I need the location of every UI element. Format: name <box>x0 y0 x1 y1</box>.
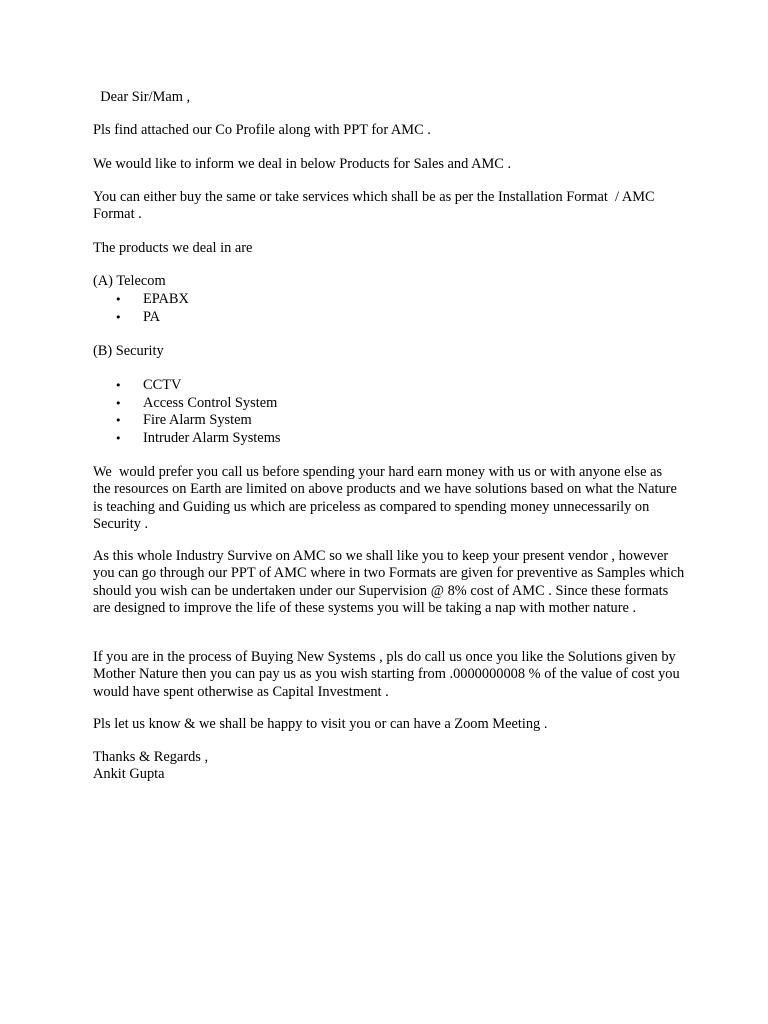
bullet-icon: • <box>115 379 122 392</box>
list-item-label: Fire Alarm System <box>143 412 252 428</box>
list-item <box>93 377 281 395</box>
paragraph-attachment: Pls find attached our Co Profile along with PPT for AMC . <box>93 122 431 138</box>
list-item-label: Access Control System <box>143 394 278 411</box>
list-item <box>93 395 281 413</box>
bullet-icon: • <box>115 414 122 427</box>
list-item-label: PA <box>143 308 161 325</box>
paragraph-amc-vendor: As this whole Industry Survive on AMC so we shall like you to keep your present vendor , however you can go through our PPT of AMC where in two Formats are given for preventive as Samples which should you wish can be undertaken under our Supervision @ 8% cost of AMC . Since these formats are designed to improve the life of these systems you will be taking a nap with mother nature . <box>93 548 688 616</box>
list-item-label: CCTV <box>143 377 182 393</box>
paragraph-call-before-spending: We would prefer you call us before spending your hard earn money with us or with anyone else as the resources on Earth are limited on above products and we have solutions based on what the Nature is teaching and Guiding us which are priceless as compared to spending money unnecessarily on Security . <box>93 464 681 532</box>
list-item <box>93 291 189 309</box>
list-item-label: Intruder Alarm Systems <box>143 429 281 446</box>
paragraph-services: You can either buy the same or take services which shall be as per the Installation Format / AMC Format . <box>93 189 659 223</box>
paragraph-products-list-intro: The products we deal in are <box>93 240 253 256</box>
paragraph-new-systems: If you are in the process of Buying New Systems , pls do call us once you like the Solutions given by Mother Nature then you can pay us as you wish starting from .0000000008 % of the value of cost you would have spent otherwise as Capital Investment . <box>93 649 684 700</box>
list-item-label: EPABX <box>143 291 189 307</box>
telecom-list <box>93 291 189 326</box>
list-item <box>93 412 281 430</box>
greeting: Dear Sir/Mam , <box>93 89 191 105</box>
paragraph-visit-or-meeting: Pls let us know & we shall be happy to visit you or can have a Zoom Meeting . <box>93 716 548 732</box>
security-heading: (B) Security <box>93 343 164 359</box>
signature: Ankit Gupta <box>93 766 165 782</box>
security-list <box>93 377 281 447</box>
bullet-icon: • <box>115 293 122 306</box>
paragraph-products-intro: We would like to inform we deal in below Products for Sales and AMC . <box>93 156 512 172</box>
bullet-icon: • <box>115 310 122 324</box>
bullet-icon: • <box>115 396 122 410</box>
telecom-heading: (A) Telecom <box>93 273 166 289</box>
closing: Thanks & Regards , <box>93 749 209 765</box>
bullet-icon: • <box>115 431 122 445</box>
list-item <box>93 309 189 327</box>
list-item <box>93 430 281 448</box>
